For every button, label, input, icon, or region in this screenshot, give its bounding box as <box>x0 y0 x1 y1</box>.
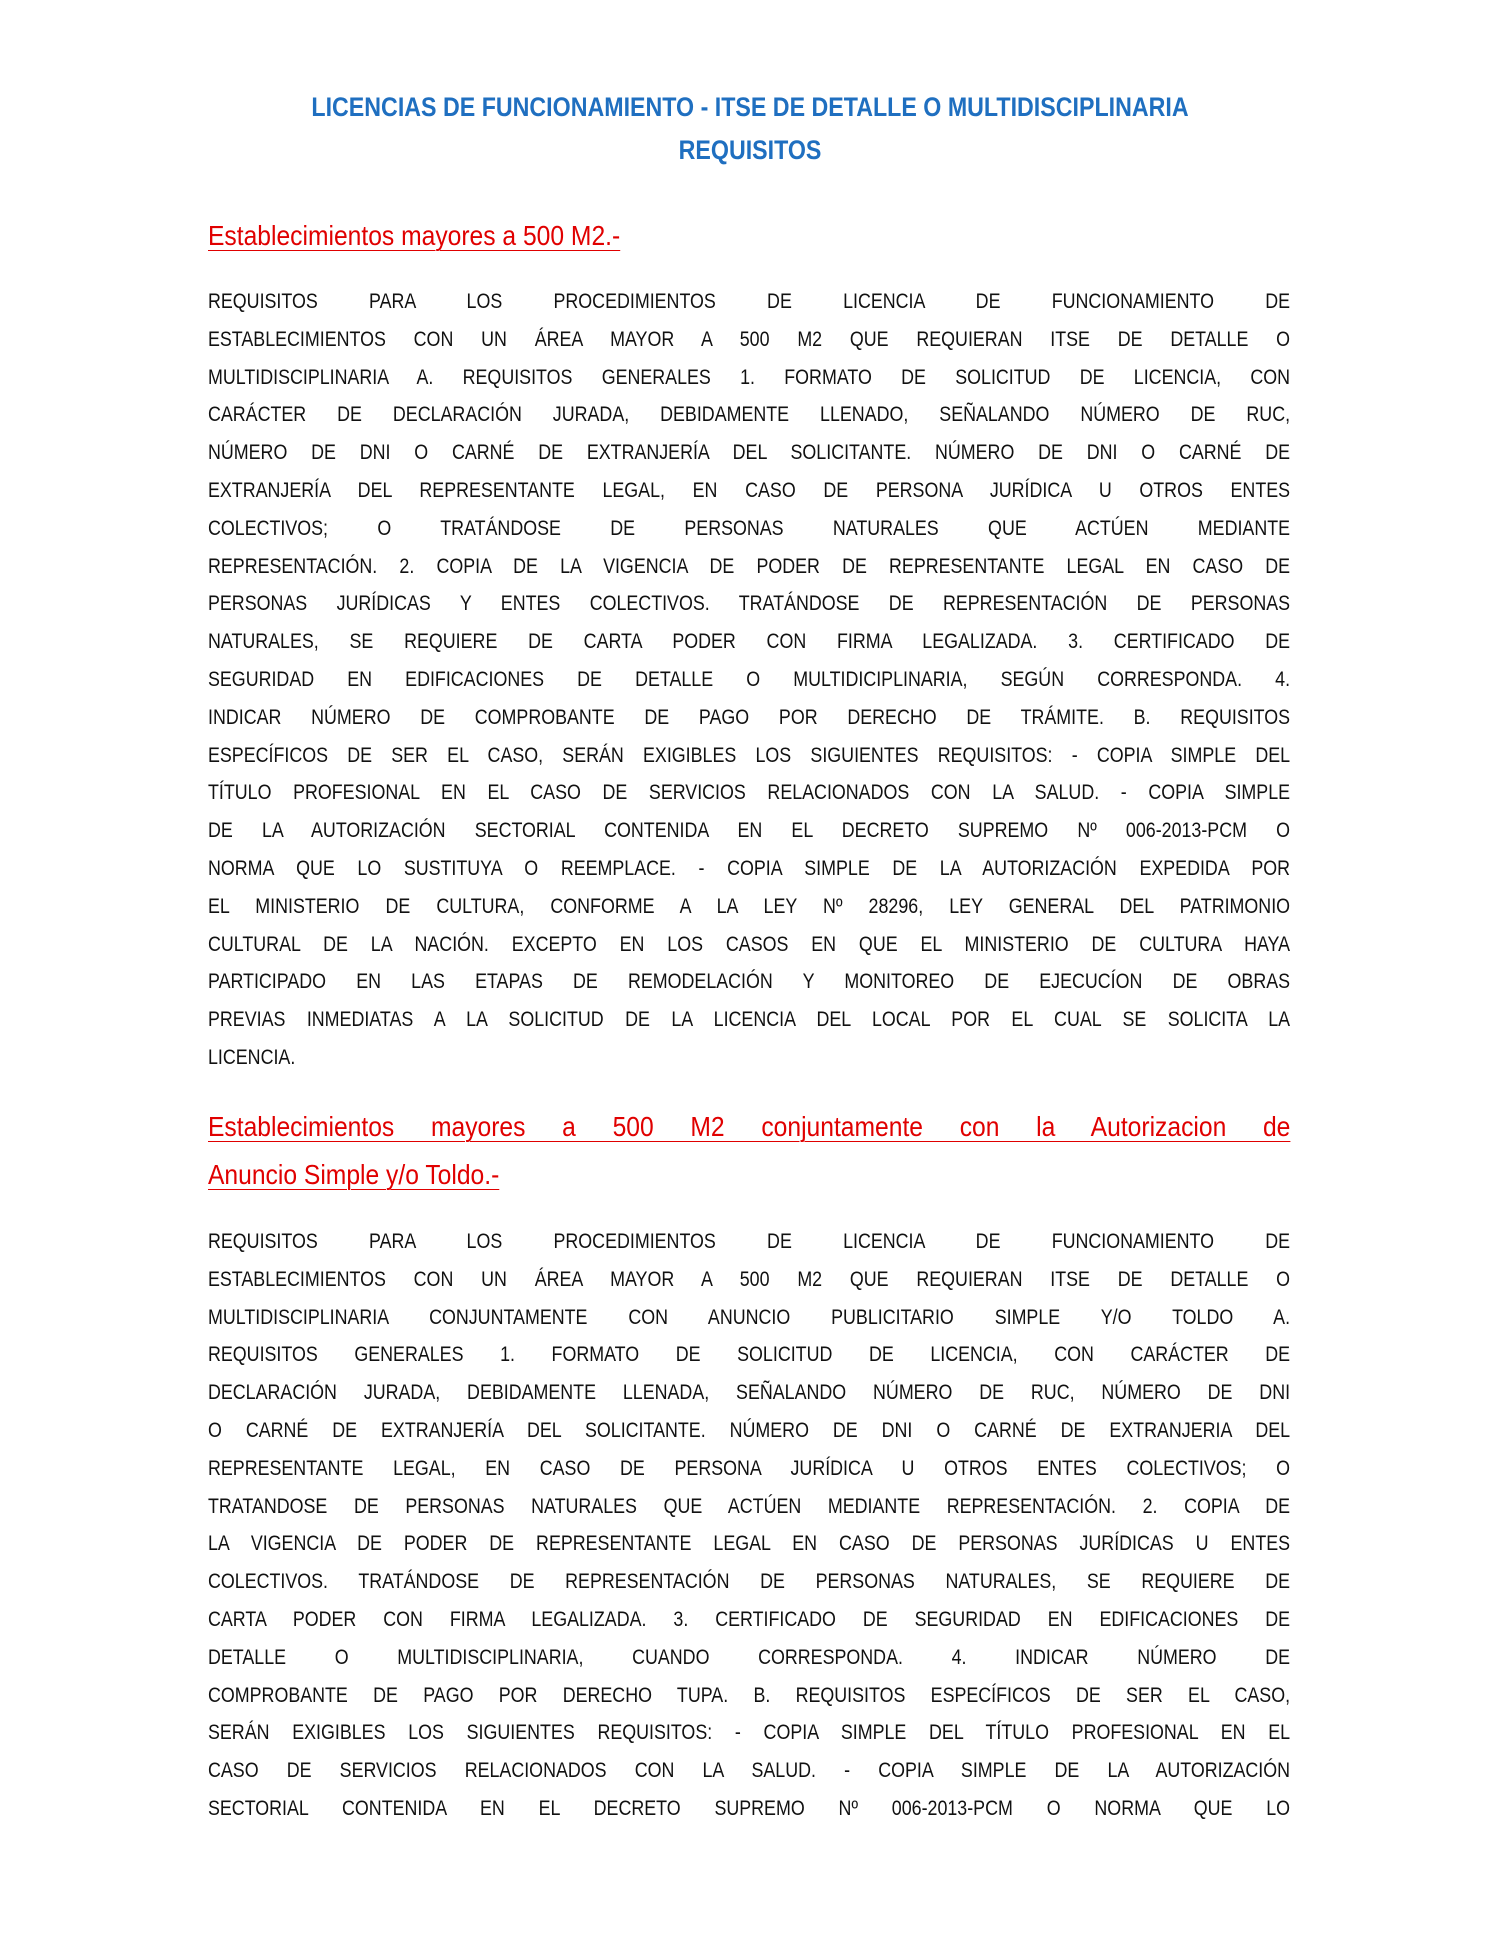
paragraph-line: REPRESENTACIÓN. 2. COPIA DE LA VIGENCIA DE PODER DE REPRESENTANTE LEGAL EN CASO DE <box>208 554 1291 578</box>
paragraph-line: DECLARACIÓN JURADA, DEBIDAMENTE LLENADA, SEÑALANDO NÚMERO DE RUC, NÚMERO DE DNI <box>208 1381 1291 1405</box>
paragraph-line: LA VIGENCIA DE PODER DE REPRESENTANTE LEGAL EN CASO DE PERSONAS JURÍDICAS U ENTES <box>208 1532 1291 1556</box>
paragraph-line: PREVIAS INMEDIATAS A LA SOLICITUD DE LA LICENCIA DEL LOCAL POR EL CUAL SE SOLICITA LA <box>208 1008 1291 1032</box>
heading-line: Establecimientos mayores a 500 M2 conjuntamente con la Autorizacion de <box>208 1111 1291 1142</box>
title-text: LICENCIAS DE FUNCIONAMIENTO - ITSE DE DETALLE O MULTIDISCIPLINARIA <box>311 92 1189 122</box>
paragraph-line: INDICAR NÚMERO DE COMPROBANTE DE PAGO POR DERECHO DE TRÁMITE. B. REQUISITOS <box>208 705 1291 729</box>
paragraph-line: EXTRANJERÍA DEL REPRESENTANTE LEGAL, EN CASO DE PERSONA JURÍDICA U OTROS ENTES <box>208 478 1291 502</box>
section-heading-1 <box>208 212 1290 260</box>
paragraph-line: REQUISITOS PARA LOS PROCEDIMIENTOS DE LICENCIA DE FUNCIONAMIENTO DE <box>208 290 1291 313</box>
paragraph-line: PERSONAS JURÍDICAS Y ENTES COLECTIVOS. TRATÁNDOSE DE REPRESENTACIÓN DE PERSONAS <box>208 592 1291 616</box>
paragraph-line: ESPECÍFICOS DE SER EL CASO, SERÁN EXIGIBLES LOS SIGUIENTES REQUISITOS: - COPIA SIMPLE DEL <box>208 743 1291 767</box>
section-heading-2 <box>208 1103 1290 1199</box>
paragraph-line: REQUISITOS PARA LOS PROCEDIMIENTOS DE LICENCIA DE FUNCIONAMIENTO DE <box>208 1230 1291 1253</box>
section-body-2 <box>208 1223 1290 1828</box>
paragraph-line: LICENCIA. <box>208 1045 296 1069</box>
paragraph-line: CULTURAL DE LA NACIÓN. EXCEPTO EN LOS CASOS EN QUE EL MINISTERIO DE CULTURA HAYA <box>208 932 1291 956</box>
document-title-line-1 <box>0 92 1500 123</box>
title-text: REQUISITOS <box>678 135 822 165</box>
paragraph-line: COLECTIVOS. TRATÁNDOSE DE REPRESENTACIÓN DE PERSONAS NATURALES, SE REQUIERE DE <box>208 1570 1291 1594</box>
paragraph-line: DETALLE O MULTIDISCIPLINARIA, CUANDO CORRESPONDA. 4. INDICAR NÚMERO DE <box>208 1645 1291 1669</box>
paragraph-line: CARTA PODER CON FIRMA LEGALIZADA. 3. CERTIFICADO DE SEGURIDAD EN EDIFICACIONES DE <box>208 1607 1291 1631</box>
heading-line: Establecimientos mayores a 500 M2.- <box>208 220 621 251</box>
paragraph-line: SEGURIDAD EN EDIFICACIONES DE DETALLE O MULTIDICIPLINARIA, SEGÚN CORRESPONDA. 4. <box>208 667 1291 691</box>
section-body-1 <box>208 283 1290 1077</box>
paragraph-line: O CARNÉ DE EXTRANJERÍA DEL SOLICITANTE. NÚMERO DE DNI O CARNÉ DE EXTRANJERIA DEL <box>208 1418 1291 1442</box>
paragraph-line: CARÁCTER DE DECLARACIÓN JURADA, DEBIDAMENTE LLENADO, SEÑALANDO NÚMERO DE RUC, <box>208 403 1291 427</box>
paragraph-line: SERÁN EXIGIBLES LOS SIGUIENTES REQUISITOS: - COPIA SIMPLE DEL TÍTULO PROFESIONAL EN EL <box>208 1721 1291 1745</box>
paragraph-line: REPRESENTANTE LEGAL, EN CASO DE PERSONA JURÍDICA U OTROS ENTES COLECTIVOS; O <box>208 1456 1291 1480</box>
paragraph-line: NORMA QUE LO SUSTITUYA O REEMPLACE. - COPIA SIMPLE DE LA AUTORIZACIÓN EXPEDIDA POR <box>208 856 1291 880</box>
paragraph-line: SECTORIAL CONTENIDA EN EL DECRETO SUPREMO Nº 006-2013-PCM O NORMA QUE LO <box>208 1796 1291 1820</box>
paragraph-line: TÍTULO PROFESIONAL EN EL CASO DE SERVICIOS RELACIONADOS CON LA SALUD. - COPIA SIMPLE <box>208 781 1291 805</box>
paragraph-line: COMPROBANTE DE PAGO POR DERECHO TUPA. B. REQUISITOS ESPECÍFICOS DE SER EL CASO, <box>208 1683 1291 1707</box>
paragraph-line: PARTICIPADO EN LAS ETAPAS DE REMODELACIÓN Y MONITOREO DE EJECUCÍON DE OBRAS <box>208 970 1291 994</box>
paragraph-line: NATURALES, SE REQUIERE DE CARTA PODER CON FIRMA LEGALIZADA. 3. CERTIFICADO DE <box>208 630 1291 654</box>
paragraph-line: ESTABLECIMIENTOS CON UN ÁREA MAYOR A 500 M2 QUE REQUIERAN ITSE DE DETALLE O <box>208 1267 1291 1291</box>
paragraph-line: EL MINISTERIO DE CULTURA, CONFORME A LA LEY Nº 28296, LEY GENERAL DEL PATRIMONIO <box>208 894 1291 918</box>
paragraph-line: DE LA AUTORIZACIÓN SECTORIAL CONTENIDA EN EL DECRETO SUPREMO Nº 006-2013-PCM O <box>208 819 1291 843</box>
document-title-line-2 <box>0 135 1500 166</box>
paragraph-line: MULTIDISCIPLINARIA CONJUNTAMENTE CON ANUNCIO PUBLICITARIO SIMPLE Y/O TOLDO A. <box>208 1305 1291 1329</box>
paragraph-line: REQUISITOS GENERALES 1. FORMATO DE SOLICITUD DE LICENCIA, CON CARÁCTER DE <box>208 1343 1291 1367</box>
paragraph-line: MULTIDISCIPLINARIA A. REQUISITOS GENERALES 1. FORMATO DE SOLICITUD DE LICENCIA, CON <box>208 365 1291 389</box>
paragraph-line: ESTABLECIMIENTOS CON UN ÁREA MAYOR A 500 M2 QUE REQUIERAN ITSE DE DETALLE O <box>208 327 1291 351</box>
paragraph-line: NÚMERO DE DNI O CARNÉ DE EXTRANJERÍA DEL SOLICITANTE. NÚMERO DE DNI O CARNÉ DE <box>208 441 1291 465</box>
heading-line: Anuncio Simple y/o Toldo.- <box>208 1159 500 1190</box>
paragraph-line: COLECTIVOS; O TRATÁNDOSE DE PERSONAS NATURALES QUE ACTÚEN MEDIANTE <box>208 516 1291 540</box>
paragraph-line: TRATANDOSE DE PERSONAS NATURALES QUE ACTÚEN MEDIANTE REPRESENTACIÓN. 2. COPIA DE <box>208 1494 1291 1518</box>
paragraph-line: CASO DE SERVICIOS RELACIONADOS CON LA SALUD. - COPIA SIMPLE DE LA AUTORIZACIÓN <box>208 1759 1291 1783</box>
